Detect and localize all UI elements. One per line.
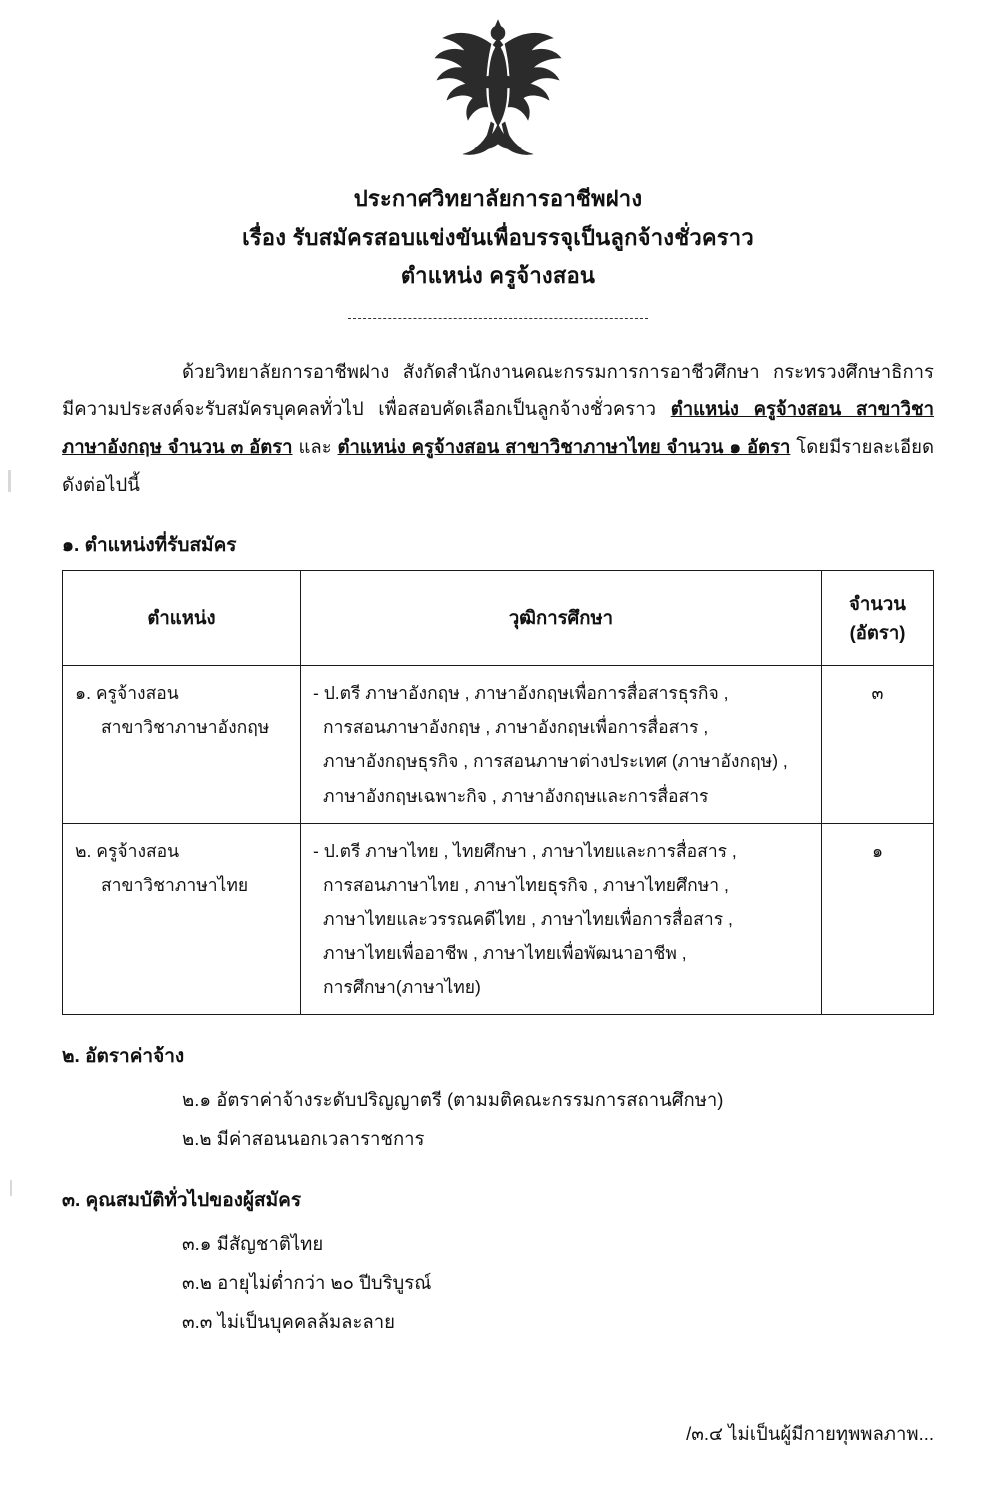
divider	[348, 318, 648, 319]
table-row	[63, 823, 934, 1015]
intro-paragraph	[62, 353, 934, 505]
continuation-note: /๓.๔ ไม่เป็นผู้มีกายทุพพลภาพ...	[686, 1423, 934, 1444]
positions-table	[62, 570, 934, 1015]
cell-qualification	[301, 823, 822, 1015]
cell-amount: ๑	[822, 823, 934, 1015]
column-header-amount-line2: (อัตรา)	[849, 622, 906, 644]
cell-amount: ๓	[822, 666, 934, 824]
list-item: ๒.๒ มีค่าสอนนอกเวลาราชการ	[182, 1128, 425, 1150]
intro-part-1: ด้วยวิทยาลัยการอาชีพฝาง สังกัดสำนักงานคณะกรรมการการอาชีวศึกษา กระทรวงศึกษาธิการ มีความประสงค์จะรับสมัครบุคคลทั่วไป เพื่อสอบคัดเลือกเป็นลูกจ้างชั่วคราว	[62, 360, 934, 420]
intro-part-3: โดยมีรายละเอียดดังต่อไปนี้	[62, 436, 934, 496]
column-header-qualification: วุฒิการศึกษา	[301, 571, 822, 666]
position-line-2: สาขาวิชาภาษาไทย	[101, 874, 249, 895]
title-line-2: เรื่อง รับสมัครสอบแข่งขันเพื่อบรรจุเป็นลูกจ้างชั่วคราว	[242, 224, 754, 250]
qualification-line: การสอนภาษาอังกฤษ , ภาษาอังกฤษเพื่อการสื่อสาร ,	[323, 717, 709, 738]
section-heading-positions: ๑. ตำแหน่งที่รับสมัคร	[62, 535, 237, 557]
list-item: ๓.๓ ไม่เป็นบุคคลล้มละลาย	[182, 1310, 395, 1332]
intro-emphasis-1: ตำแหน่ง ครูจ้างสอน สาขาวิชาภาษาอังกฤษ จำนวน ๓ อัตรา	[62, 398, 934, 458]
emblem-container	[62, 0, 934, 174]
qualification-line: ภาษาอังกฤษธุรกิจ , การสอนภาษาต่างประเทศ (ภาษาอังกฤษ) ,	[323, 751, 788, 772]
column-header-amount-line1: จำนวน	[849, 592, 906, 614]
salary-list	[182, 1081, 934, 1159]
list-item: ๓.๑ มีสัญชาติไทย	[182, 1233, 324, 1254]
section-heading-qualifications: ๓. คุณสมบัติทั่วไปของผู้สมัคร	[62, 1190, 302, 1211]
qualification-line: ภาษาไทยและวรรณคดีไทย , ภาษาไทยเพื่อการสื่อสาร ,	[323, 908, 733, 929]
scan-artifact	[8, 470, 11, 492]
title-line-3: ตำแหน่ง ครูจ้างสอน	[400, 263, 596, 288]
list-item: ๓.๒ อายุไม่ต่ำกว่า ๒๐ ปีบริบูรณ์	[182, 1271, 432, 1293]
position-line-1: ๑. ครูจ้างสอน	[75, 683, 179, 704]
list-item: ๒.๑ อัตราค่าจ้างระดับปริญญาตรี (ตามมติคณะกรรมการสถานศึกษา)	[182, 1089, 724, 1111]
qualification-line: - ป.ตรี ภาษาไทย , ไทยศึกษา , ภาษาไทยและการสื่อสาร ,	[313, 840, 737, 861]
qualification-line: - ป.ตรี ภาษาอังกฤษ , ภาษาอังกฤษเพื่อการสื่อสารธุรกิจ ,	[313, 683, 729, 704]
position-line-2: สาขาวิชาภาษาอังกฤษ	[101, 717, 270, 738]
column-header-position: ตำแหน่ง	[63, 571, 301, 666]
qualifications-list	[182, 1225, 934, 1342]
column-header-amount	[822, 571, 934, 666]
cell-position	[63, 823, 301, 1015]
position-line-1: ๒. ครูจ้างสอน	[75, 840, 180, 861]
cell-qualification	[301, 666, 822, 824]
table-row	[63, 666, 934, 824]
intro-emphasis-2: ตำแหน่ง ครูจ้างสอน สาขาวิชาภาษาไทย จำนวน ๑ อัตรา	[337, 436, 791, 458]
qualification-line: ภาษาอังกฤษเฉพาะกิจ , ภาษาอังกฤษและการสื่อสาร	[323, 785, 709, 806]
title-line-1: ประกาศวิทยาลัยการอาชีพฝาง	[353, 186, 643, 211]
scan-artifact	[10, 1180, 12, 1196]
section-heading-salary: ๒. อัตราค่าจ้าง	[62, 1046, 185, 1068]
qualification-line: การศึกษา(ภาษาไทย)	[323, 977, 481, 998]
cell-position	[63, 666, 301, 824]
title-block	[62, 180, 934, 319]
qualification-line: ภาษาไทยเพื่ออาชีพ , ภาษาไทยเพื่อพัฒนาอาชีพ ,	[323, 943, 687, 964]
garuda-emblem	[423, 14, 573, 164]
table-header-row	[63, 571, 934, 666]
intro-part-2: และ	[292, 436, 338, 458]
qualification-line: การสอนภาษาไทย , ภาษาไทยธุรกิจ , ภาษาไทยศึกษา ,	[323, 874, 729, 895]
